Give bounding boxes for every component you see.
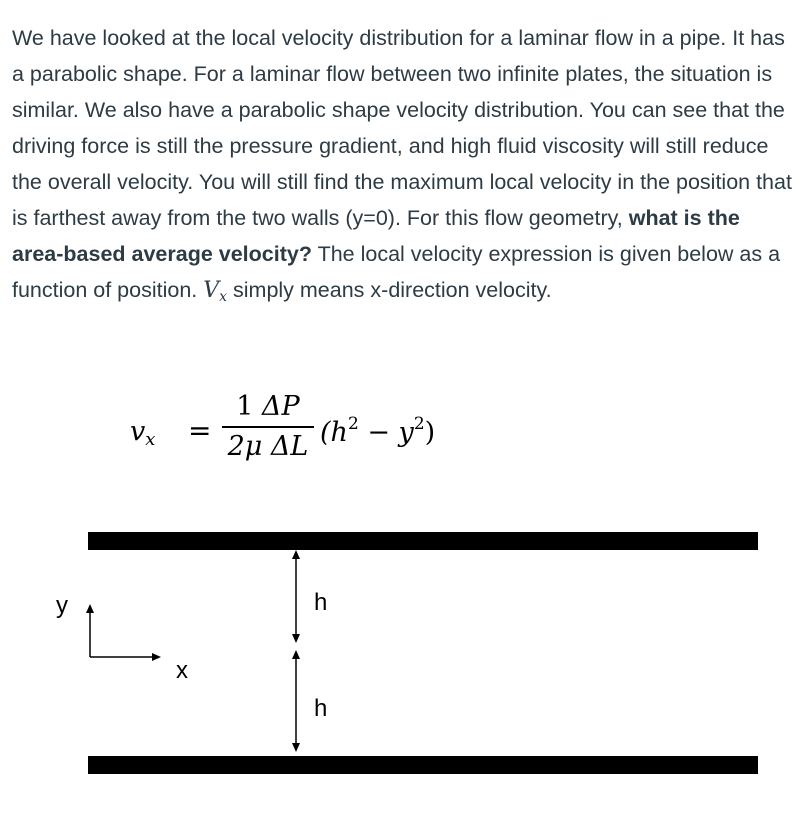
- problem-statement: [12, 20, 792, 315]
- upper-half-height-label: h: [314, 589, 328, 616]
- equation-equals: =: [188, 414, 212, 447]
- y-arrow-icon: [86, 604, 94, 613]
- h-upper-top-arrow-icon: [292, 550, 300, 559]
- fraction-bar: [222, 426, 314, 428]
- statement-text-2: The local velocity expression is given below as a function of position.: [12, 242, 781, 302]
- inline-velocity-symbol: $V_x$: [203, 278, 228, 305]
- velocity-equation: [130, 388, 510, 488]
- h-lower-bottom-arrow-icon: [292, 743, 300, 752]
- dimension-arrows: [292, 550, 300, 752]
- equation-rhs: $(h^2 - y^2)$: [320, 414, 436, 448]
- y-axis-label: y: [56, 592, 68, 619]
- fraction-denominator: 2μ ΔL: [227, 431, 309, 462]
- statement-text-1: We have looked at the local velocity distribution for a laminar flow in a pipe. It has a parabolic shape. For a laminar flow between two infinite plates, the situation is similar. We also have a parabolic shape velocity distribution. You can see that the driving force is still the pressure gradient, and high fluid viscosity will still reduce the overall velocity. You will still find the maximum local velocity in the position that is farthest away from the two walls (y=0). For this flow geometry,: [12, 26, 792, 230]
- x-axis-label: x: [176, 657, 188, 684]
- equation-fraction: [222, 390, 314, 464]
- x-arrow-icon: [152, 653, 161, 661]
- h-upper-bottom-arrow-icon: [292, 634, 300, 643]
- statement-question: what is the area-based average velocity?: [12, 206, 740, 266]
- equation-lhs: $v_x$: [130, 416, 156, 450]
- axis-arrows: [86, 604, 161, 661]
- lower-plate: [88, 756, 758, 774]
- upper-plate: [88, 532, 758, 550]
- h-lower-top-arrow-icon: [292, 650, 300, 659]
- fraction-numerator: 1 ΔP: [236, 391, 300, 422]
- flow-diagram: [0, 520, 804, 820]
- lower-half-height-label: h: [314, 695, 328, 722]
- statement-text-3: simply means x-direction velocity.: [227, 278, 552, 302]
